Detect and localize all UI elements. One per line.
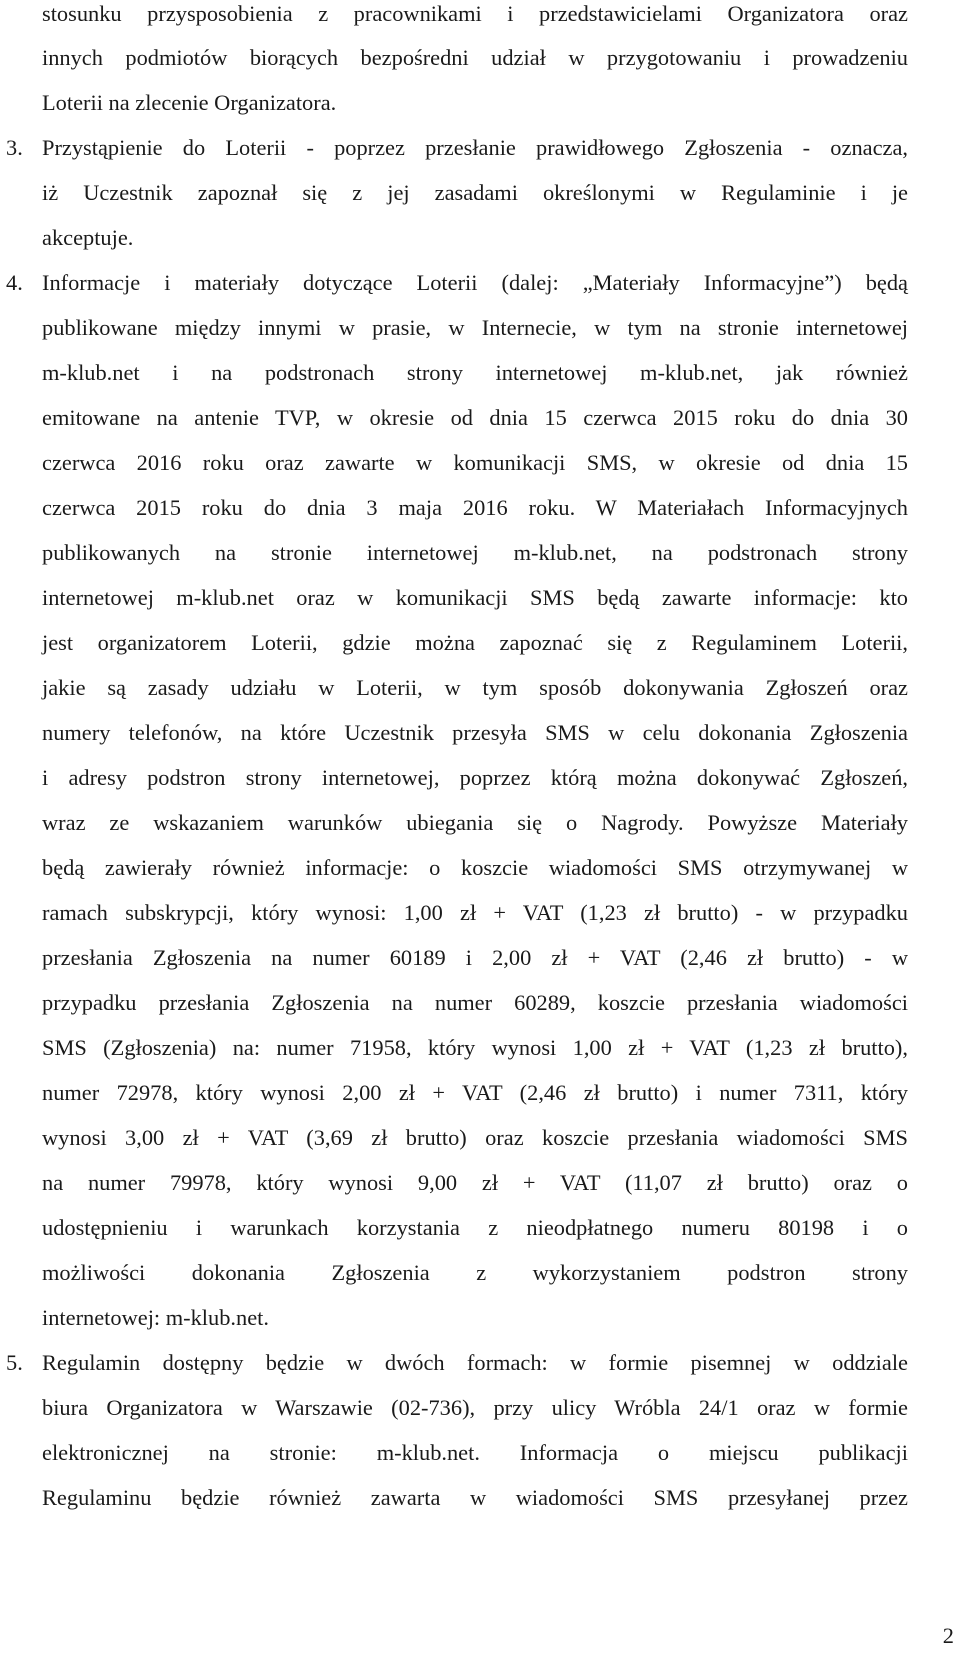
text-line: przesłania Zgłoszenia na numer 60189 i 2,00 zł + VAT (2,46 zł brutto) - w bbox=[42, 945, 908, 970]
text-line: stosunku przysposobienia z pracownikami i przedstawicielami Organizatora oraz bbox=[42, 1, 908, 26]
text-line: udostępnieniu i warunkach korzystania z nieodpłatnego numeru 80198 i o bbox=[42, 1215, 908, 1240]
text-line: i adresy podstron strony internetowej, poprzez którą można dokonywać Zgłoszeń, bbox=[42, 765, 908, 790]
text-line: iż Uczestnik zapoznał się z jej zasadami określonymi w Regulaminie i je bbox=[42, 180, 908, 205]
text-line: Loterii na zlecenie Organizatora. bbox=[42, 90, 337, 115]
text-line: biura Organizatora w Warszawie (02-736), przy ulicy Wróbla 24/1 oraz w formie bbox=[42, 1395, 908, 1420]
text-line: Informacje i materiały dotyczące Loterii (dalej: „Materiały Informacyjne”) będą bbox=[42, 270, 908, 295]
text-line: możliwości dokonania Zgłoszenia z wykorzystaniem podstron strony bbox=[42, 1260, 908, 1285]
text-line: ramach subskrypcji, który wynosi: 1,00 zł + VAT (1,23 zł brutto) - w przypadku bbox=[42, 900, 908, 925]
text-line: na numer 79978, który wynosi 9,00 zł + VAT (11,07 zł brutto) oraz o bbox=[42, 1170, 908, 1195]
text-line: wraz ze wskazaniem warunków ubiegania się o Nagrody. Powyższe Materiały bbox=[42, 810, 908, 835]
text-line: publikowanych na stronie internetowej m-klub.net, na podstronach strony bbox=[42, 540, 908, 565]
text-line: SMS (Zgłoszenia) na: numer 71958, który wynosi 1,00 zł + VAT (1,23 zł brutto), bbox=[42, 1035, 908, 1060]
item-number: 3. bbox=[6, 135, 23, 160]
text-line: jakie są zasady udziału w Loterii, w tym sposób dokonywania Zgłoszeń oraz bbox=[42, 675, 908, 700]
text-line: internetowej: m-klub.net. bbox=[42, 1305, 269, 1330]
text-line: Regulaminu będzie również zawarta w wiadomości SMS przesyłanej przez bbox=[42, 1485, 908, 1510]
text-line: czerwca 2015 roku do dnia 3 maja 2016 roku. W Materiałach Informacyjnych bbox=[42, 495, 908, 520]
text-line: numery telefonów, na które Uczestnik przesyła SMS w celu dokonania Zgłoszenia bbox=[42, 720, 908, 745]
text-line: wynosi 3,00 zł + VAT (3,69 zł brutto) oraz koszcie przesłania wiadomości SMS bbox=[42, 1125, 908, 1150]
page-number: 2 bbox=[942, 1623, 954, 1648]
text-line: akceptuje. bbox=[42, 225, 134, 250]
text-line: internetowej m-klub.net oraz w komunikacji SMS będą zawarte informacje: kto bbox=[42, 585, 908, 610]
item-number: 5. bbox=[6, 1350, 23, 1375]
text-line: przypadku przesłania Zgłoszenia na numer 60289, koszcie przesłania wiadomości bbox=[42, 990, 908, 1015]
text-line: będą zawierały również informacje: o koszcie wiadomości SMS otrzymywanej w bbox=[42, 855, 908, 880]
text-line: m-klub.net i na podstronach strony internetowej m-klub.net, jak również bbox=[42, 360, 908, 385]
text-line: Regulamin dostępny będzie w dwóch formach: w formie pisemnej w oddziale bbox=[42, 1350, 908, 1375]
text-line: Przystąpienie do Loterii - poprzez przesłanie prawidłowego Zgłoszenia - oznacza, bbox=[42, 135, 908, 160]
text-line: publikowane między innymi w prasie, w Internecie, w tym na stronie internetowej bbox=[42, 315, 908, 340]
text-line: emitowane na antenie TVP, w okresie od dnia 15 czerwca 2015 roku do dnia 30 bbox=[42, 405, 908, 430]
text-line: elektronicznej na stronie: m-klub.net. Informacja o miejscu publikacji bbox=[42, 1440, 908, 1465]
text-line: numer 72978, który wynosi 2,00 zł + VAT (2,46 zł brutto) i numer 7311, który bbox=[42, 1080, 908, 1105]
text-line: czerwca 2016 roku oraz zawarte w komunikacji SMS, w okresie od dnia 15 bbox=[42, 450, 908, 475]
text-line: jest organizatorem Loterii, gdzie można zapoznać się z Regulaminem Loterii, bbox=[42, 630, 908, 655]
text-line: innych podmiotów biorących bezpośredni udział w przygotowaniu i prowadzeniu bbox=[42, 45, 908, 70]
item-number: 4. bbox=[6, 270, 23, 295]
